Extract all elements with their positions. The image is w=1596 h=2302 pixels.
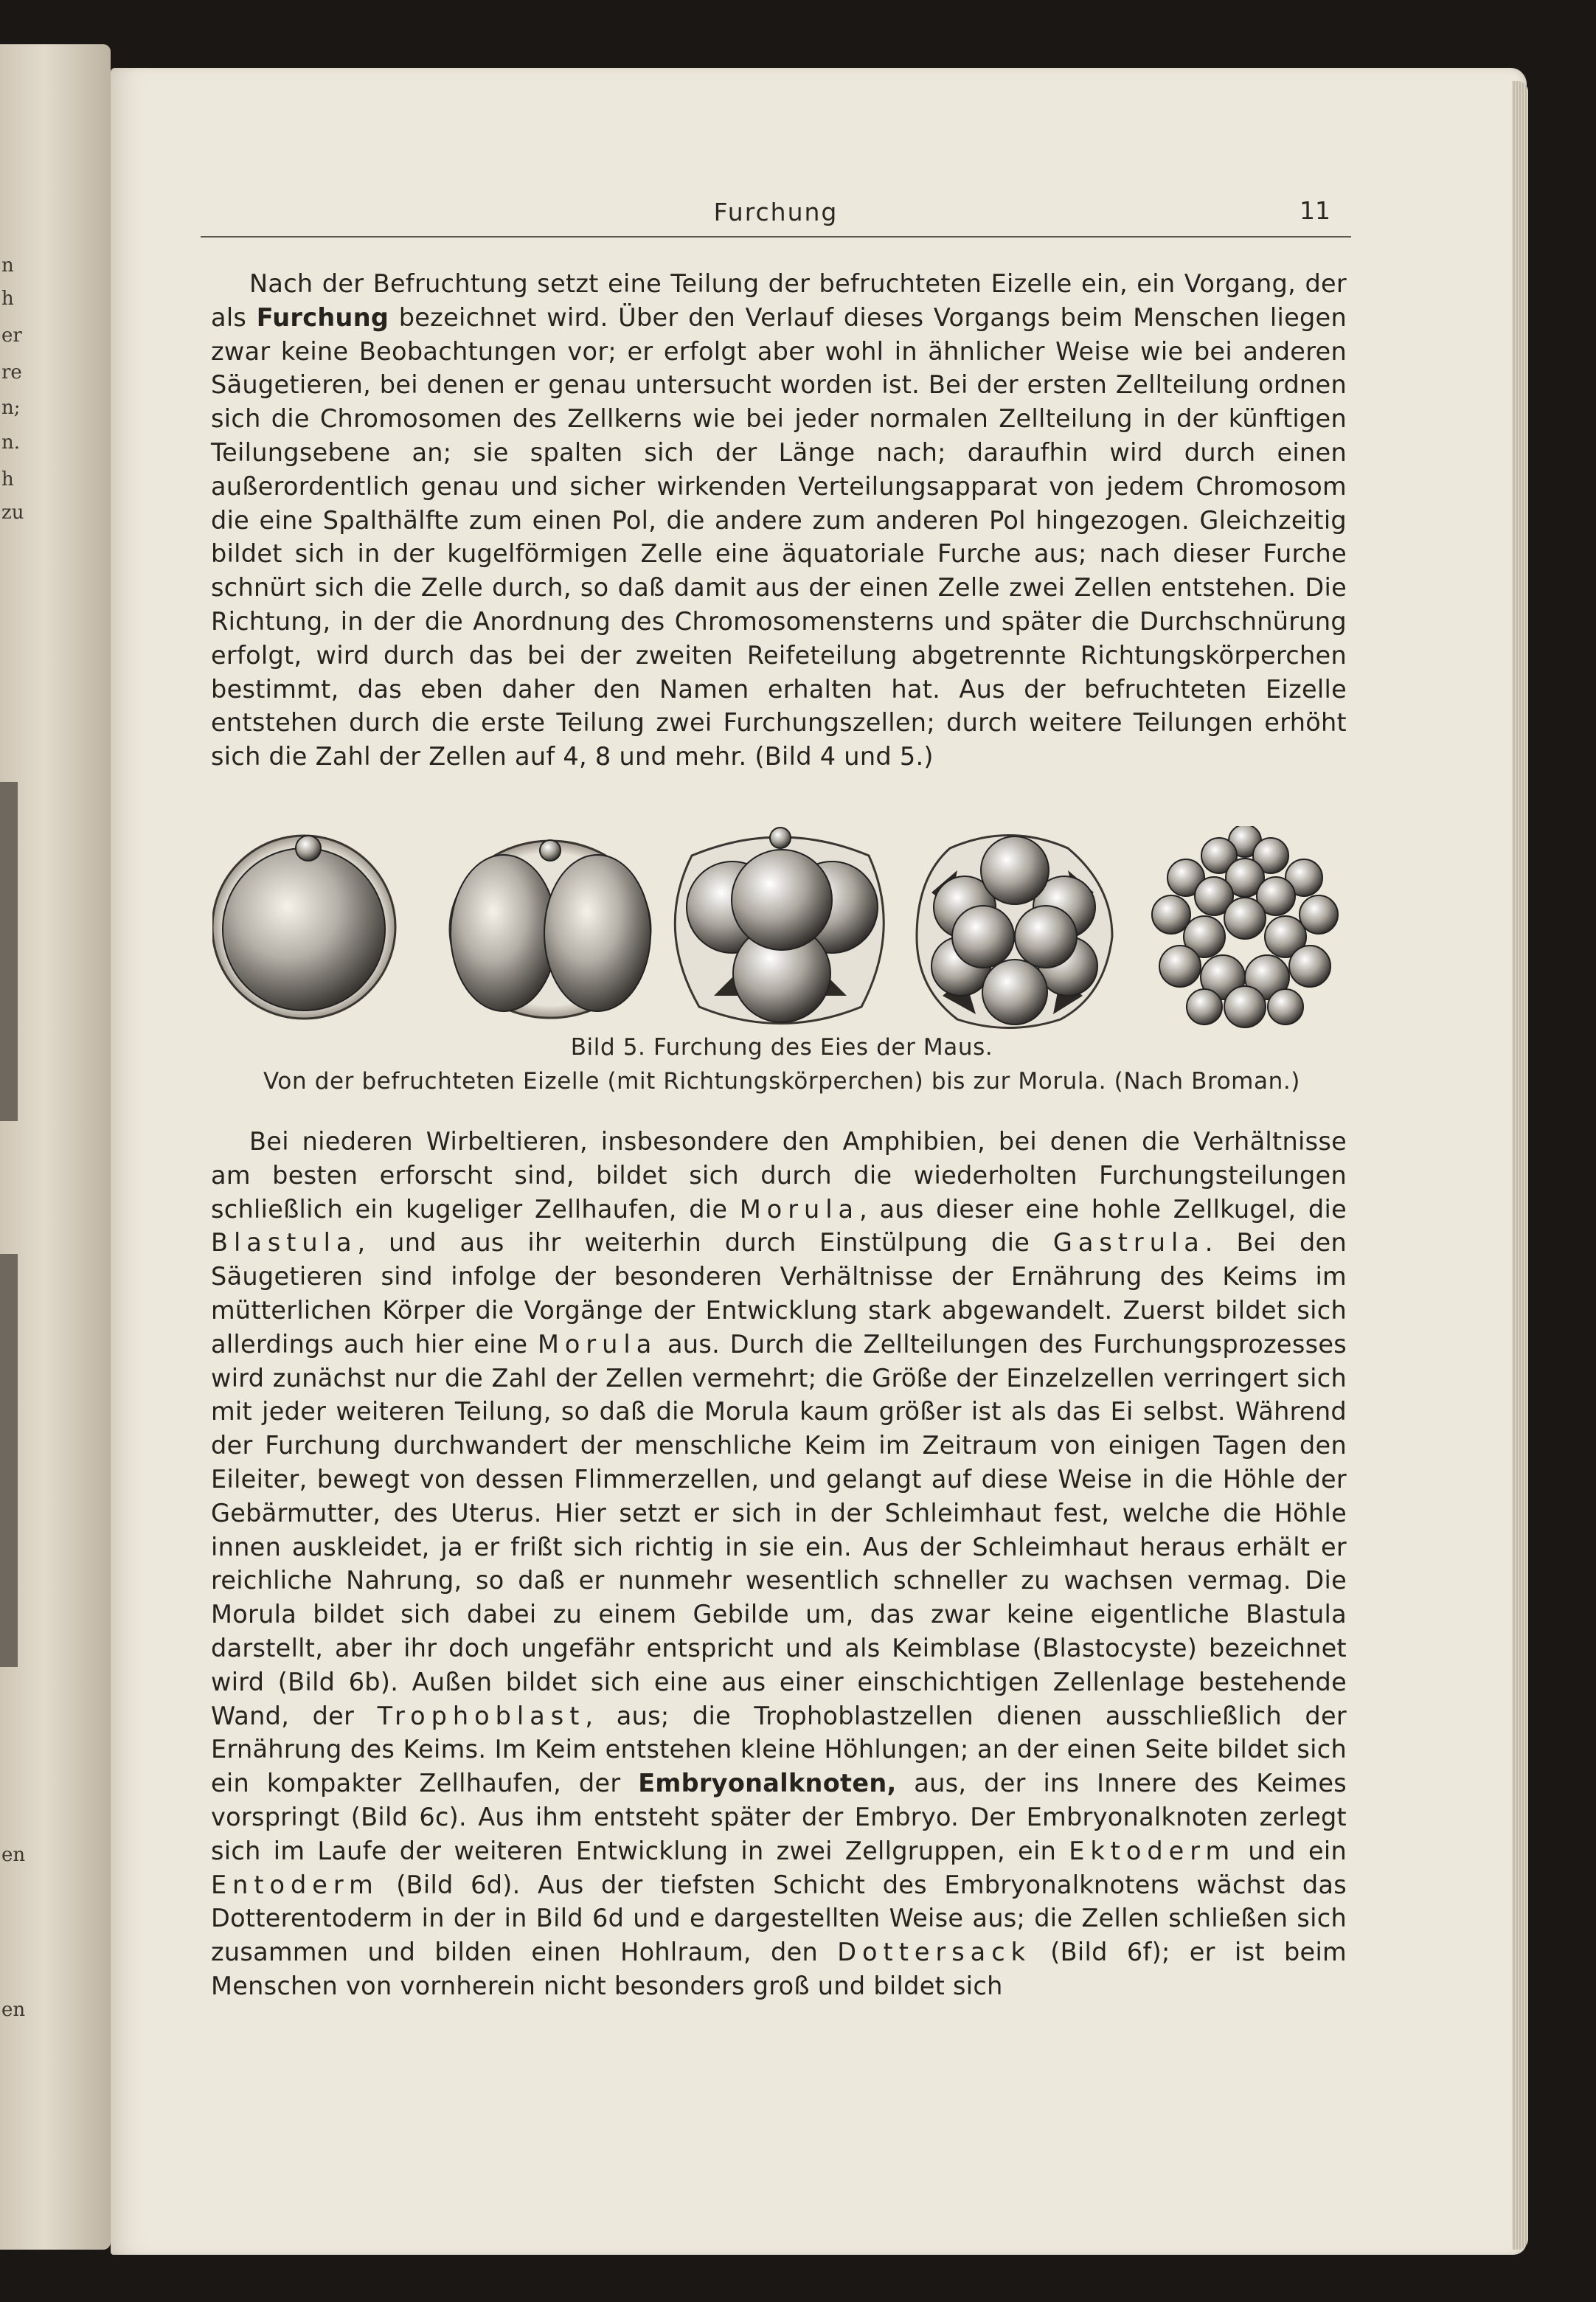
term-embryonalknoten: Embryonalknoten, — [638, 1769, 897, 1798]
paragraph-morula: Bei niederen Wirbeltieren, insbesondere den Amphibien, bei denen die Verhältnisse am besten erforscht sind, bildet sich durch die wiederholten Furchungsteilungen schließlich ein kugeliger Zellhaufen, die Morula, aus dieser eine hohle Zellkugel, die Blastula, und aus ihr weiterhin durch Einstülpung die Gastrula. Bei den Säugetieren sind infolge der besonderen Verhältnisse der Ernährung des Keims im mütterlichen Körper die Vorgänge der Entwicklung stark abgewandelt. Zuerst bildet sich allerdings auch hier eine Morula aus. Durch die Zellteilungen des Furchungsprozesses wird zunächst nur die Zahl der Zellen vermehrt; die Größe der Einzelzellen verringert sich mit jeder weiteren Teilung, so daß die Morula kaum größer ist als das Ei selbst. Während der Furchung durchwandert der menschliche Keim im Zeitraum von einigen Tagen den Eileiter, bewegt von dessen Flimmerzellen, und gelangt auf diese Weise in die Höhle der Gebärmutter, des Uterus. Hier setzt er sich in der Schleimhaut fest, welche die Höhle innen auskleidet, ja er frißt sich richtig in sie ein. Aus der Schleimhaut heraus erhält er reichliche Nahrung, so daß er nunmehr wesentlich schneller zu wachsen vermag. Die Morula bildet sich dabei zu einem Gebilde um, das zwar keine eigentliche Blastula darstellt, aber ihr doch ungefähr entspricht und als Keimblase (Blastocyste) bezeichnet wird (Bild 6b). Außen bildet sich eine aus einer einschichtigen Zellenlage bestehende Wand, der Trophoblast, aus; die Trophoblastzellen dienen ausschließlich der Ernährung des Keims. Im Keim entstehen kleine Höhlungen; an der einen Seite bildet sich ein kompakter Zellhaufen, der Embryonalknoten, aus, der ins Innere des Keimes vorspringt (Bild 6c). Aus ihm entsteht später der Embryo. Der Embryonalknoten zerlegt sich im Laufe der weiteren Entwicklung in zwei Zellgruppen, ein Ektoderm und ein Entoderm (Bild 6d). Aus der tiefsten Schicht des Embryonalknotens wächst das Dotterentoderm in der in Bild 6d und e dargestellten Weise aus; die Zellen schließen sich zusammen und bilden einen Hohlraum, den Dottersack (Bild 6f); er ist beim Menschen von vornherein nicht besonders groß und bildet sich — [211, 1127, 1347, 2000]
term-trophoblast: Trophoblast — [377, 1701, 586, 1730]
stage-morula — [1152, 826, 1338, 1027]
left-page-edge: n h er re n; n. h zu en en — [0, 44, 111, 2250]
figure-caption-title: Bild 5. Furchung des Eies der Maus. — [570, 1034, 993, 1061]
term-blastula: Blastula — [211, 1228, 358, 1258]
scanner-shadow-strip — [0, 1254, 18, 1667]
paragraph-furchung: Nach der Befruchtung setzt eine Teilung der befruchteten Eizelle ein, ein Vorgang, der als Furchung bezeichnet wird. Über den Verlauf dieses Vorgangs beim Menschen liegen zwar keine Beobachtungen vor; er erfolgt aber wohl in ähnlicher Weise wie bei anderen Säugetieren, bei denen er genau untersucht worden ist. Bei der ersten Zellteilung ordnen sich die Chromosomen des Zellkerns wie bei jeder normalen Zellteilung in der künftigen Teilungsebene an; sie spalten sich der Länge nach; daraufhin wird durch einen außerordentlich genau und sicher wirkenden Verteilungsapparat von jedem Chromosom die eine Spalthälfte zum einen Pol, die andere zum anderen Pol hingezogen. Gleichzeitig bildet sich in der kugelförmigen Zelle eine äquatoriale Furche aus; nach dieser Furche schnürt sich die Zelle durch, so daß damit aus der einen Zelle zwei Zellen entstehen. Die Richtung, in der die Anordnung des Chromosomensterns und später die Durchschnürung erfolgt, wird durch das bei der zweiten Reifeteilung abgetrennte Richtungskörperchen bestimmt, das eben daher den Namen erhalten hat. Aus der befruchteten Eizelle entstehen durch die erste Teilung zwei Furchungszellen; durch weitere Teilungen erhöht sich die Zahl der Zellen auf 4, 8 und mehr. (Bild 4 und 5.) — [211, 269, 1347, 772]
scanner-shadow-strip — [0, 782, 18, 1121]
page-number: 11 — [1300, 196, 1330, 225]
polar-body — [296, 836, 321, 861]
page-stack-edge — [1512, 81, 1528, 2250]
figure-caption-description: Von der befruchteten Eizelle (mit Richtungskörperchen) bis zur Morula. (Nach Broman.) — [263, 1068, 1300, 1095]
term-morula: Morula — [739, 1194, 860, 1224]
cleavage-illustration — [212, 826, 1348, 1029]
figure-furchung — [212, 826, 1348, 1029]
term-morula: Morula — [538, 1329, 658, 1359]
polar-body — [770, 828, 791, 848]
stage-four-cell — [675, 828, 884, 1024]
term-gastrula: Gastrula — [1052, 1228, 1205, 1258]
stage-fertilized-egg — [212, 836, 395, 1019]
term-dottersack: Dottersack — [837, 1938, 1032, 1967]
page-header — [201, 193, 1351, 238]
running-title: Furchung — [713, 198, 839, 226]
stage-eight-cell — [917, 836, 1112, 1028]
term-furchung: Furchung — [256, 302, 389, 332]
term-entoderm: Entoderm — [211, 1870, 379, 1899]
term-ektoderm: Ektoderm — [1069, 1836, 1236, 1865]
stage-two-cell — [450, 840, 650, 1018]
polar-body — [540, 840, 561, 861]
